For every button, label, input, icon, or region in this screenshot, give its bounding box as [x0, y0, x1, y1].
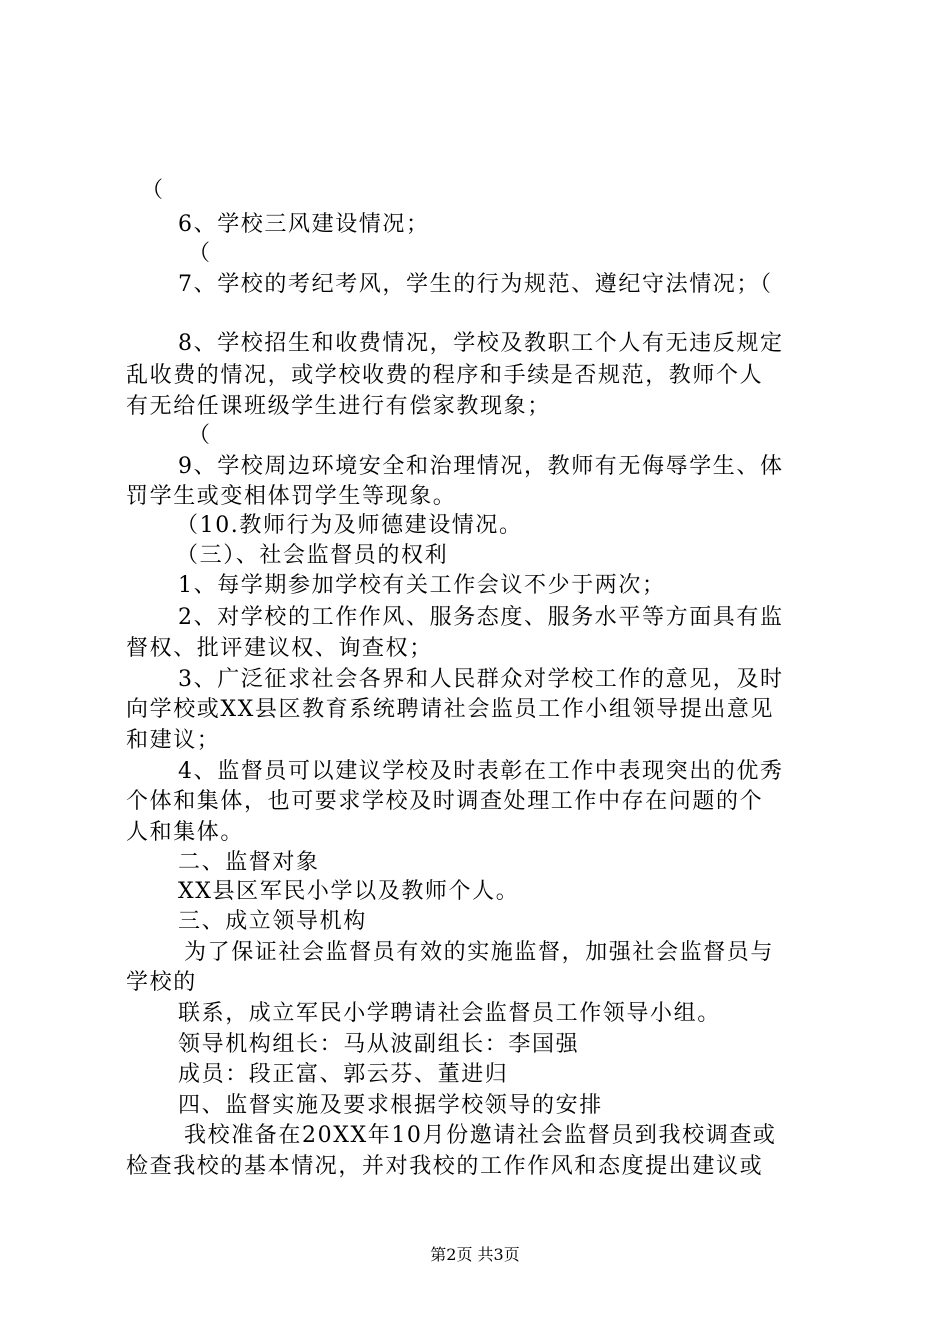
text-line: 7、学校的考纪考风，学生的行为规范、遵纪守法情况；（	[178, 272, 773, 297]
text-line: 为了保证社会监督员有效的实施监督，加强社会监督员与	[184, 940, 775, 965]
text-line: 督权、批评建议权、询查权；	[126, 636, 433, 661]
text-line: 三、成立领导机构	[178, 909, 367, 934]
text-line: 8、学校招生和收费情况，学校及教职工个人有无违反规定	[178, 331, 784, 356]
text-line: 和建议；	[126, 728, 221, 753]
text-line: 成员：段正富、郭云芬、董进归	[178, 1062, 509, 1087]
text-line: 乱收费的情况，或学校收费的程序和手续是否规范，教师个人	[126, 363, 764, 388]
text-line: 人和集体。	[126, 820, 245, 845]
text-line: （10.教师行为及师德建设情况。	[176, 513, 523, 538]
text-line: （	[188, 423, 212, 448]
text-line: 2、对学校的工作作风、服务态度、服务水平等方面具有监	[178, 605, 784, 630]
page-number-footer: 第2页 共3页	[430, 1245, 520, 1264]
text-line: 罚学生或变相体罚学生等现象。	[126, 484, 457, 509]
text-line: 学校的	[126, 970, 197, 995]
text-line: 4、监督员可以建议学校及时表彰在工作中表现突出的优秀	[178, 759, 784, 784]
text-line: 6、学校三风建设情况；	[178, 212, 430, 237]
text-line: 检查我校的基本情况，并对我校的工作作风和态度提出建议或	[126, 1154, 764, 1179]
text-line: 四、监督实施及要求根据学校领导的安排	[178, 1093, 603, 1118]
text-line: （	[188, 241, 212, 266]
text-line: 二、监督对象	[178, 850, 320, 875]
text-line: 3、广泛征求社会各界和人民群众对学校工作的意见，及时	[178, 667, 784, 692]
text-line: 向学校或XX县区教育系统聘请社会监员工作小组领导提出意见	[126, 697, 775, 722]
text-line: 个体和集体，也可要求学校及时调查处理工作中存在问题的个	[126, 789, 764, 814]
text-line: 9、学校周边环境安全和治理情况，教师有无侮辱学生、体	[178, 454, 784, 479]
text-line: 1、每学期参加学校有关工作会议不少于两次；	[178, 573, 666, 598]
text-line: 我校准备在20XX年10月份邀请社会监督员到我校调查或	[184, 1123, 777, 1148]
text-line: 领导机构组长：马从波副组长：李国强	[178, 1032, 580, 1057]
text-line: （三）、社会监督员的权利	[176, 543, 449, 568]
text-line: 有无给任课班级学生进行有偿家教现象；	[126, 394, 551, 419]
text-line: XX县区军民小学以及教师个人。	[178, 879, 520, 904]
text-line: （	[141, 178, 165, 203]
text-line: 联系，成立军民小学聘请社会监督员工作领导小组。	[178, 1001, 721, 1026]
